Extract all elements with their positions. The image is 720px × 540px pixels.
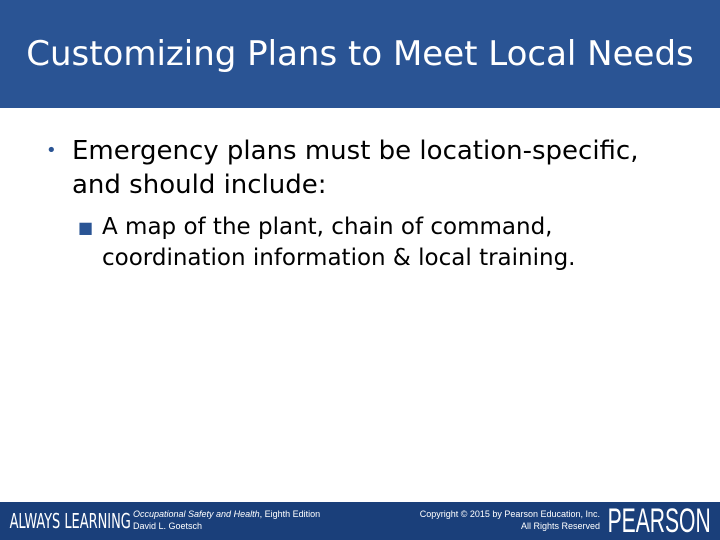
slide-title: Customizing Plans to Meet Local Needs bbox=[26, 34, 694, 74]
book-title: Occupational Safety and Health bbox=[133, 509, 260, 519]
bullet-dot-icon: • bbox=[46, 140, 57, 161]
always-learning-logo: ALWAYS LEARNING bbox=[9, 509, 131, 533]
copyright-notice bbox=[380, 508, 600, 532]
footer-bar bbox=[0, 502, 720, 540]
title-bar bbox=[0, 0, 720, 108]
pearson-logo-text: PEARSON bbox=[607, 502, 711, 540]
book-citation bbox=[133, 508, 373, 532]
pearson-logo bbox=[600, 502, 718, 540]
copyright-text: Copyright © 2015 by Pearson Education, Inc. bbox=[419, 509, 600, 519]
book-author: David L. Goetsch bbox=[133, 521, 203, 531]
book-edition: , Eighth Edition bbox=[259, 509, 321, 519]
bullet-text: Emergency plans must be location-specific, and should include: bbox=[72, 136, 639, 200]
sub-bullet-text: A map of the plant, chain of command, coordination information & local training. bbox=[102, 214, 576, 271]
rights-text: All Rights Reserved bbox=[520, 521, 600, 531]
square-bullet-icon: ■ bbox=[78, 218, 94, 237]
sub-bullet-item bbox=[78, 212, 698, 274]
bullet-item bbox=[46, 134, 686, 202]
